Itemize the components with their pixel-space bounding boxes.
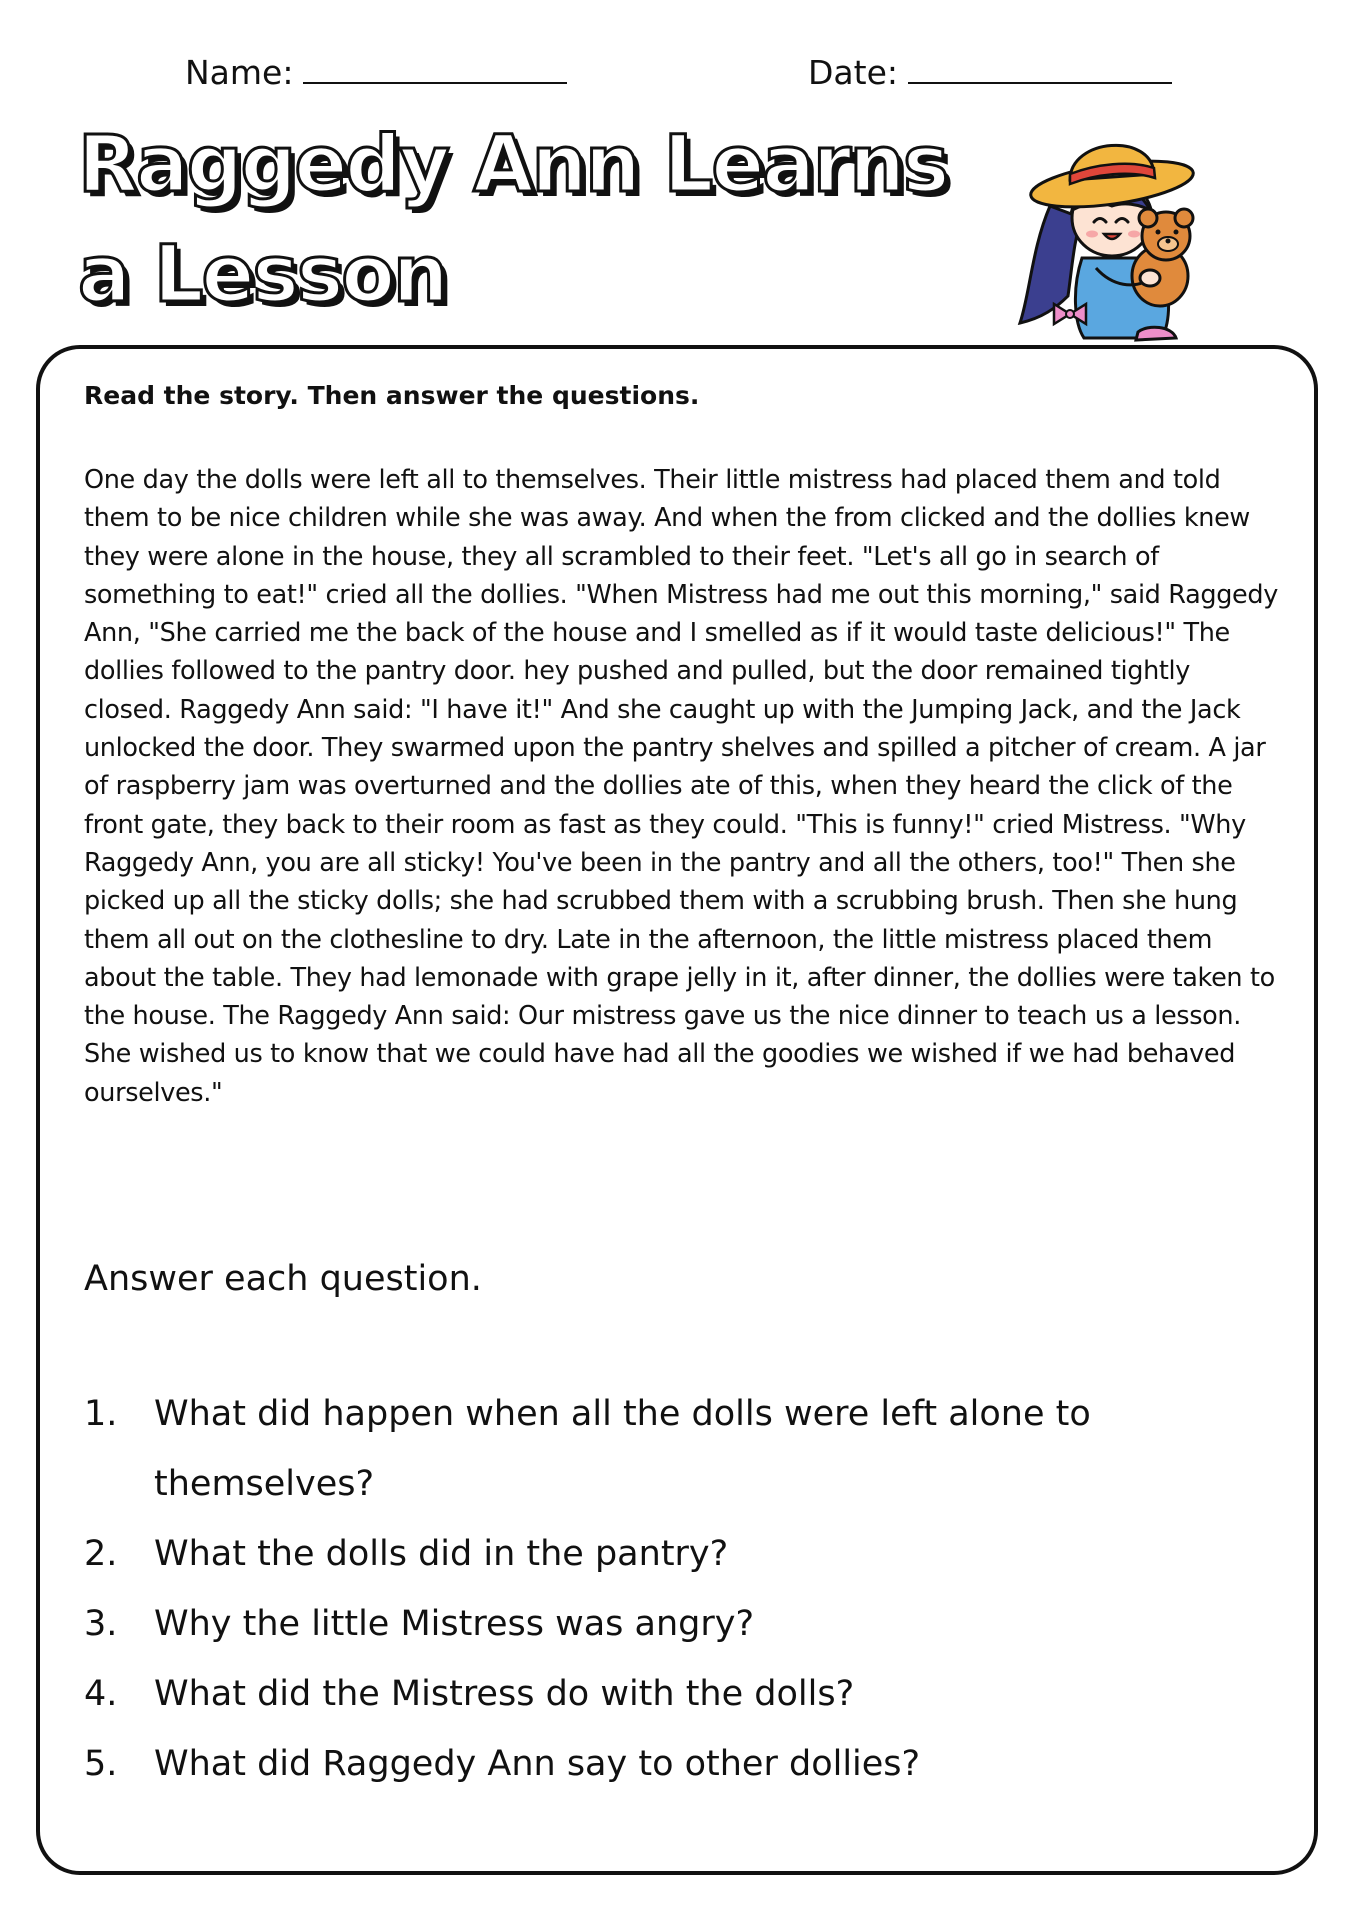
bear-ear-right <box>1175 209 1193 227</box>
question-text: What the dolls did in the pantry? <box>154 1534 729 1574</box>
hand <box>1140 270 1160 286</box>
story-text: One day the dolls were left all to themselves. Their little mistress had placed them and told them to be nice children while she was away. And when the from clicked and the dollies knew they were alone in the house, they all scrambled to their feet. "Let's all go in search of something to eat!" cried all the dollies. "When Mistress had me out this morning," said Raggedy Ann, "She carried me the back of the house and I smelled as if it would taste delicious!" The dollies followed to the pantry door. hey pushed and pulled, but the door remained tightly closed. Raggedy Ann said: "I have it!" And she caught up with the Jumping Jack, and the Jack unlocked the door. They swarmed upon the pantry shelves and spilled a pitcher of cream. A jar of raspberry jam was overturned and the dollies ate of this, when they heard the click of the front gate, they back to their room as fast as they could. "This is funny!" cried Mistress. "Why Raggedy Ann, you are all sticky! You've been in the pantry and all the others, too!" Then she picked up all the sticky dolls; she had scrubbed them with a scrubbing brush. Then she hung them all out on the clothesline to dry. Late in the afternoon, the little mistress placed them about the table. They had lemonade with grape jelly in it, after dinner, the dollies were taken to the house. The Raggedy Ann said: Our mistress gave us the nice dinner to teach us a lesson. She wished us to know that we could have had all the goodies we wished if we had behaved ourselves." <box>84 465 1278 1108</box>
question-list <box>84 1379 1264 1799</box>
shoe <box>1136 327 1176 340</box>
question-number: 1. <box>84 1394 118 1434</box>
title-line-2: a Lesson <box>78 230 447 320</box>
question-number: 4. <box>84 1674 118 1714</box>
question-text: What did happen when all the dolls were left alone to themselves? <box>154 1394 1091 1504</box>
instructions: Read the story. Then answer the questions. <box>84 381 700 410</box>
question-text: What did the Mistress do with the dolls? <box>154 1674 855 1714</box>
name-label: Name: <box>185 53 294 92</box>
bear-nose <box>1166 239 1171 244</box>
bow-knot <box>1066 310 1074 318</box>
question-item <box>84 1589 1264 1659</box>
question-item <box>84 1729 1264 1799</box>
question-text: Why the little Mistress was angry? <box>154 1604 755 1644</box>
answer-prompt: Answer each question. <box>84 1259 482 1299</box>
date-label: Date: <box>808 53 898 92</box>
name-field[interactable] <box>185 52 567 92</box>
worksheet-card <box>36 345 1318 1875</box>
question-item <box>84 1379 1264 1519</box>
question-number: 2. <box>84 1534 118 1574</box>
question-number: 3. <box>84 1604 118 1644</box>
question-item <box>84 1659 1264 1729</box>
date-blank-line[interactable] <box>908 52 1172 84</box>
date-field[interactable] <box>808 52 1172 92</box>
cheek-right <box>1128 231 1140 238</box>
cheek-left <box>1086 231 1098 238</box>
bear-eye-left <box>1156 230 1161 235</box>
title-line-1: Raggedy Ann Learns <box>78 120 948 210</box>
question-item <box>84 1519 1264 1589</box>
girl-with-teddy-bear-icon <box>1012 118 1222 350</box>
question-text: What did Raggedy Ann say to other dollies? <box>154 1744 921 1784</box>
bear-eye-right <box>1174 230 1179 235</box>
name-blank-line[interactable] <box>303 52 567 84</box>
question-number: 5. <box>84 1744 118 1784</box>
bear-ear-left <box>1139 209 1157 227</box>
worksheet-title <box>78 110 947 330</box>
